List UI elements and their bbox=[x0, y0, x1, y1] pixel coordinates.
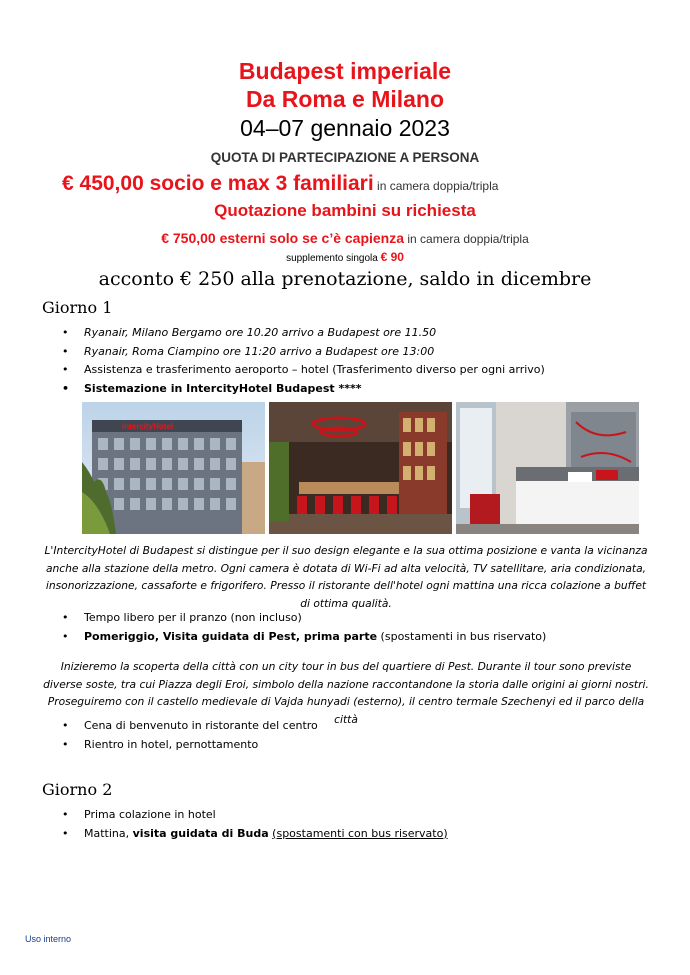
morning-prefix: Mattina, bbox=[84, 826, 133, 840]
title-line1: Budapest imperiale bbox=[238, 58, 452, 84]
list-item bbox=[62, 717, 318, 736]
hotel-photos bbox=[82, 402, 639, 534]
quota-heading: QUOTA DI PARTECIPAZIONE A PERSONA bbox=[210, 150, 480, 165]
list-item bbox=[62, 736, 318, 755]
transfer-text: Assistenza e trasferimento aeroporto – hotel (Trasferimento diverso per ogni arrivo) bbox=[84, 363, 545, 376]
list-item bbox=[62, 380, 545, 399]
afternoon-tour-title: Pomeriggio, Visita guidata di Pest, prima parte bbox=[84, 629, 378, 643]
flight-roma: Ryanair, Roma Ciampino ore 11:20 arrivo a Budapest ore 13:00 bbox=[84, 344, 435, 358]
esterni-room-note: in camera doppia/tripla bbox=[404, 232, 529, 246]
afternoon-tour-transport: (spostamenti in bus riservato) bbox=[377, 629, 547, 643]
hotel-sign: IntercityHotel bbox=[122, 422, 174, 431]
acconto-line: acconto € 250 alla prenotazione, saldo in dicembre bbox=[98, 268, 592, 290]
restaurant-photo bbox=[269, 402, 452, 534]
buda-tour-title: visita guidata di Buda bbox=[132, 826, 269, 840]
lunch-text: Tempo libero per il pranzo (non incluso) bbox=[84, 611, 302, 624]
day1-evening-list bbox=[62, 717, 318, 754]
dinner-text: Cena di benvenuto in ristorante del centro bbox=[84, 719, 318, 732]
list-item bbox=[62, 806, 448, 825]
list-item bbox=[62, 609, 546, 628]
esterni-price-line bbox=[0, 230, 690, 248]
supplemento-price: € 90 bbox=[380, 250, 404, 264]
list-item bbox=[62, 628, 546, 647]
breakfast-text: Prima colazione in hotel bbox=[84, 808, 216, 821]
esterni-price: € 750,00 esterni solo se c’è capienza bbox=[161, 230, 405, 246]
title-line2: Da Roma e Milano bbox=[245, 86, 445, 112]
hotel-description: L'IntercityHotel di Budapest si distingue per il suo design elegante e la sua ottima posizione e vanta la vicinanza anche alla stazione della metro. Ogni camera è dotata di Wi-Fi ad alta velocità, TV satellitare, aria condizionata, insonorizzazione, cassaforte e frigorifero. Presso il ristorante dell'hotel ogni mattina una ricca colazione a buffet di ottima qualità. bbox=[44, 544, 648, 610]
tour-description: Inizieremo la scoperta della città con un city tour in bus del quartiere di Pest. Durante il tour sono previste diverse soste, tra cui Piazza degli Eroi, simbolo della nazione raccontandone la storia dalle origini ai giorni nostri. Proseguiremo con il castello medievale di Vajda hunyadi (esterno), il centro termale Szechenyi ed il parco della città bbox=[43, 660, 649, 726]
list-item bbox=[62, 324, 545, 343]
supplemento-line bbox=[0, 250, 690, 264]
soci-price: € 450,00 socio e max 3 familiari bbox=[62, 172, 374, 195]
list-item bbox=[62, 825, 448, 844]
list-item bbox=[62, 361, 545, 380]
day1-afternoon-list bbox=[62, 609, 546, 646]
trip-dates: 04–07 gennaio 2023 bbox=[240, 115, 450, 141]
hotel-text: Sistemazione in IntercityHotel Budapest **** bbox=[84, 381, 362, 395]
hotel-exterior-photo bbox=[82, 402, 265, 534]
buda-tour-transport: (spostamenti con bus riservato) bbox=[272, 826, 448, 840]
day2-list bbox=[62, 806, 448, 843]
supplemento-label: supplemento singola bbox=[286, 253, 381, 264]
day1-title: Giorno 1 bbox=[42, 298, 113, 317]
soci-room-note: in camera doppia/tripla bbox=[373, 179, 499, 193]
flight-milano: Ryanair, Milano Bergamo ore 10.20 arrivo a Budapest ore 11.50 bbox=[84, 326, 437, 339]
footer-label: Uso interno bbox=[25, 934, 72, 944]
day2-title: Giorno 2 bbox=[42, 780, 113, 799]
list-item bbox=[62, 343, 545, 362]
day1-arrival-list bbox=[62, 324, 545, 398]
bambini-note: Quotazione bambini su richiesta bbox=[214, 201, 476, 220]
soci-price-line bbox=[62, 172, 498, 196]
return-text: Rientro in hotel, pernottamento bbox=[84, 737, 259, 751]
bedroom-photo bbox=[456, 402, 639, 534]
